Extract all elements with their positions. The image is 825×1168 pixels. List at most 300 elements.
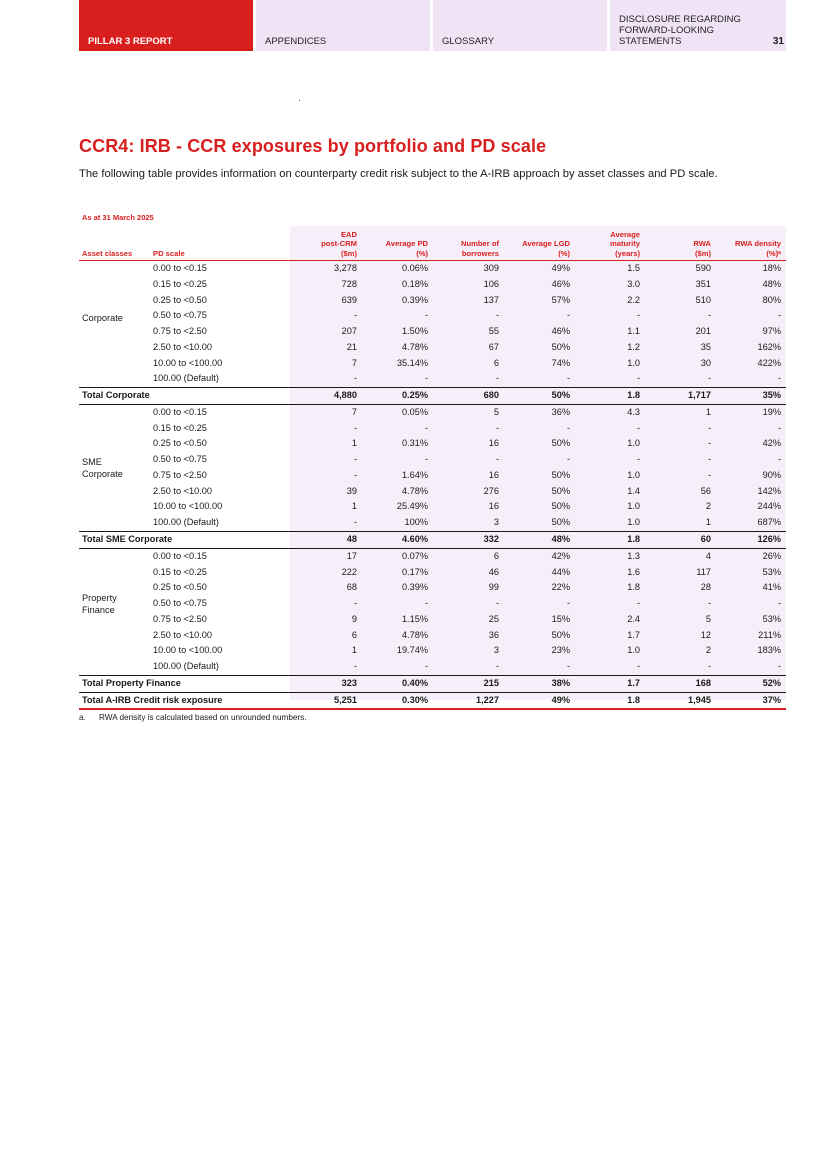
footnote bbox=[79, 713, 307, 722]
apd-cell: 4.78% bbox=[401, 341, 428, 352]
pd-scale-cell: 0.75 to <2.50 bbox=[153, 469, 207, 480]
dens-cell: 422% bbox=[757, 357, 781, 368]
pd-scale-cell: 0.00 to <0.15 bbox=[153, 406, 207, 417]
apd-cell: 0.39% bbox=[401, 294, 428, 305]
pd-scale-cell: 0.15 to <0.25 bbox=[153, 422, 207, 433]
table-header bbox=[79, 226, 786, 261]
rwa-cell: 590 bbox=[695, 263, 711, 273]
asset-class-group bbox=[79, 549, 786, 675]
table-row bbox=[79, 421, 786, 437]
apd-grand-total-cell: 0.30% bbox=[401, 694, 428, 705]
nb-cell: 309 bbox=[483, 263, 499, 273]
dens-cell: 42% bbox=[762, 438, 781, 449]
pd-scale-cell: 0.25 to <0.50 bbox=[153, 438, 207, 449]
mat-cell: 1.0 bbox=[627, 469, 640, 480]
nb-total-cell: 215 bbox=[483, 677, 499, 688]
mat-cell: 1.3 bbox=[627, 550, 640, 561]
ead-cell: 7 bbox=[351, 406, 357, 417]
mat-cell: 1.4 bbox=[627, 485, 640, 496]
column-header-average-maturity bbox=[571, 230, 640, 258]
nb-cell: - bbox=[495, 598, 499, 609]
apd-cell: 100% bbox=[404, 517, 428, 528]
table-row bbox=[79, 565, 786, 581]
ead-cell: 21 bbox=[346, 341, 357, 352]
ead-cell: - bbox=[353, 517, 357, 528]
header-line: post-CRM bbox=[321, 239, 357, 249]
rwa-cell: 510 bbox=[695, 294, 711, 305]
header-line: (%) bbox=[558, 248, 570, 258]
mat-cell: - bbox=[636, 373, 640, 384]
rwa-total-cell: 168 bbox=[695, 677, 711, 688]
mat-cell: 4.3 bbox=[627, 406, 640, 417]
total-row bbox=[79, 675, 786, 693]
total-label: Total Property Finance bbox=[82, 677, 181, 688]
mat-cell: 1.0 bbox=[627, 501, 640, 512]
dens-total-cell: 52% bbox=[762, 677, 781, 688]
mat-cell: 1.6 bbox=[627, 566, 640, 577]
apd-cell: 0.06% bbox=[401, 263, 428, 273]
rwa-cell: 30 bbox=[700, 357, 711, 368]
header-line: EAD bbox=[340, 230, 357, 240]
dens-cell: 26% bbox=[762, 550, 781, 561]
apd-cell: 25.49% bbox=[396, 501, 428, 512]
table-row bbox=[79, 371, 786, 387]
ead-cell: - bbox=[353, 422, 357, 433]
ead-cell: - bbox=[353, 598, 357, 609]
rwa-cell: 2 bbox=[705, 501, 711, 512]
mat-cell: 1.0 bbox=[627, 438, 640, 449]
apd-cell: 0.17% bbox=[401, 566, 428, 577]
nb-cell: - bbox=[495, 422, 499, 433]
rwa-cell: - bbox=[707, 598, 711, 609]
rwa-cell: - bbox=[707, 422, 711, 433]
column-header-average-lgd bbox=[500, 239, 570, 258]
dens-cell: 19% bbox=[762, 406, 781, 417]
table-row bbox=[79, 405, 786, 421]
nav-tab-disclosure[interactable] bbox=[610, 0, 786, 51]
mat-cell: - bbox=[636, 454, 640, 465]
rwa-cell: 1 bbox=[705, 517, 711, 528]
dens-cell: - bbox=[777, 373, 781, 384]
rwa-cell: 4 bbox=[705, 550, 711, 561]
mat-cell: 2.4 bbox=[627, 613, 640, 624]
table-row bbox=[79, 452, 786, 468]
rwa-total-cell: 1,717 bbox=[688, 390, 711, 401]
lgd-cell: - bbox=[566, 310, 570, 321]
nb-cell: 6 bbox=[493, 357, 499, 368]
mat-cell: 1.2 bbox=[627, 341, 640, 352]
pd-scale-cell: 0.75 to <2.50 bbox=[153, 613, 207, 624]
column-header-borrowers bbox=[429, 239, 499, 258]
table-row bbox=[79, 261, 786, 277]
ead-total-cell: 4,880 bbox=[334, 390, 357, 401]
column-header-pd-scale: PD scale bbox=[153, 248, 185, 258]
table-row bbox=[79, 628, 786, 644]
dens-cell: 90% bbox=[762, 469, 781, 480]
apd-cell: - bbox=[424, 310, 428, 321]
apd-total-cell: 4.60% bbox=[401, 534, 428, 545]
lgd-cell: 57% bbox=[551, 294, 570, 305]
apd-cell: 0.07% bbox=[401, 550, 428, 561]
lgd-cell: 46% bbox=[551, 326, 570, 337]
header-line: RWA bbox=[693, 239, 711, 249]
lgd-cell: 74% bbox=[551, 357, 570, 368]
total-label: Total SME Corporate bbox=[82, 534, 173, 545]
table-row bbox=[79, 277, 786, 293]
ead-cell: - bbox=[353, 310, 357, 321]
dens-cell: - bbox=[777, 661, 781, 672]
pd-scale-cell: 10.00 to <100.00 bbox=[153, 501, 223, 512]
mat-cell: 1.0 bbox=[627, 517, 640, 528]
mat-total-cell: 1.8 bbox=[627, 534, 640, 545]
ead-cell: - bbox=[353, 469, 357, 480]
pd-scale-cell: 100.00 (Default) bbox=[153, 517, 219, 528]
ccr4-table bbox=[79, 226, 786, 710]
lgd-cell: 36% bbox=[551, 406, 570, 417]
table-row bbox=[79, 356, 786, 372]
ead-cell: - bbox=[353, 454, 357, 465]
rwa-cell: - bbox=[707, 310, 711, 321]
total-row bbox=[79, 531, 786, 549]
dens-total-cell: 126% bbox=[757, 534, 781, 545]
rwa-cell: - bbox=[707, 454, 711, 465]
rwa-grand-total-cell: 1,945 bbox=[688, 694, 711, 705]
pd-scale-cell: 0.50 to <0.75 bbox=[153, 454, 207, 465]
dens-total-cell: 35% bbox=[762, 390, 781, 401]
asset-class-label: SME Corporate bbox=[82, 456, 123, 479]
ead-cell: 639 bbox=[341, 294, 357, 305]
rwa-cell: 28 bbox=[700, 582, 711, 593]
table-row bbox=[79, 515, 786, 531]
nb-cell: 5 bbox=[493, 406, 499, 417]
apd-cell: 19.74% bbox=[396, 645, 428, 656]
apd-cell: 0.18% bbox=[401, 278, 428, 289]
table-row bbox=[79, 324, 786, 340]
ead-cell: 728 bbox=[341, 278, 357, 289]
page-number: 31 bbox=[772, 36, 784, 47]
total-label: Total Corporate bbox=[82, 390, 150, 401]
pd-scale-cell: 0.25 to <0.50 bbox=[153, 582, 207, 593]
dens-cell: 41% bbox=[762, 582, 781, 593]
rwa-cell: 35 bbox=[700, 341, 711, 352]
pd-scale-cell: 0.75 to <2.50 bbox=[153, 326, 207, 337]
ead-cell: 1 bbox=[351, 501, 357, 512]
nav-tab-appendices[interactable] bbox=[256, 0, 430, 51]
table-row bbox=[79, 436, 786, 452]
nav-tab-glossary[interactable] bbox=[433, 0, 607, 51]
apd-cell: 0.39% bbox=[401, 582, 428, 593]
pd-scale-cell: 10.00 to <100.00 bbox=[153, 357, 223, 368]
apd-total-cell: 0.25% bbox=[401, 390, 428, 401]
table-row bbox=[79, 484, 786, 500]
table-row bbox=[79, 340, 786, 356]
column-header-average-pd bbox=[358, 239, 428, 258]
page-title: CCR4: IRB - CCR exposures by portfolio and PD scale bbox=[79, 136, 547, 156]
table-row bbox=[79, 612, 786, 628]
table-row bbox=[79, 659, 786, 675]
nb-cell: 67 bbox=[488, 341, 499, 352]
ead-total-cell: 48 bbox=[346, 534, 357, 545]
mat-total-cell: 1.7 bbox=[627, 677, 640, 688]
rwa-cell: 12 bbox=[700, 629, 711, 640]
nb-cell: - bbox=[495, 310, 499, 321]
table-row bbox=[79, 293, 786, 309]
apd-total-cell: 0.40% bbox=[401, 677, 428, 688]
pd-scale-cell: 2.50 to <10.00 bbox=[153, 629, 213, 640]
nav-tab-label: PILLAR 3 REPORT bbox=[88, 36, 173, 47]
mat-cell: 1.1 bbox=[627, 326, 640, 337]
dens-cell: 142% bbox=[757, 485, 781, 496]
rwa-cell: 351 bbox=[695, 278, 711, 289]
dens-cell: 18% bbox=[762, 263, 781, 273]
column-header-asset-classes: Asset classes bbox=[82, 248, 133, 258]
dens-cell: 53% bbox=[762, 566, 781, 577]
dens-cell: 687% bbox=[757, 517, 781, 528]
lgd-cell: 50% bbox=[551, 341, 570, 352]
rwa-cell: 2 bbox=[705, 645, 711, 656]
nav-tab-pillar3-report[interactable] bbox=[79, 0, 253, 51]
header-line: maturity bbox=[610, 239, 640, 249]
rwa-cell: - bbox=[707, 469, 711, 480]
nb-cell: 55 bbox=[488, 326, 499, 337]
rwa-cell: 1 bbox=[705, 406, 711, 417]
nb-total-cell: 680 bbox=[483, 390, 499, 401]
lgd-cell: - bbox=[566, 373, 570, 384]
header-line: ($m) bbox=[694, 248, 711, 258]
nb-cell: 3 bbox=[493, 517, 499, 528]
rwa-cell: 117 bbox=[696, 566, 711, 577]
mat-cell: 2.2 bbox=[627, 294, 640, 305]
lgd-cell: 23% bbox=[551, 645, 570, 656]
lgd-cell: - bbox=[566, 661, 570, 672]
rwa-cell: - bbox=[707, 438, 711, 449]
pd-scale-cell: 0.15 to <0.25 bbox=[153, 278, 207, 289]
pd-scale-cell: 0.50 to <0.75 bbox=[153, 310, 207, 321]
asset-class-group bbox=[79, 261, 786, 387]
nb-cell: 16 bbox=[488, 469, 499, 480]
header-line: Number of bbox=[461, 239, 499, 249]
mat-cell: - bbox=[636, 598, 640, 609]
nb-cell: 6 bbox=[493, 550, 499, 561]
mat-cell: 1.0 bbox=[627, 645, 640, 656]
lgd-cell: 50% bbox=[551, 469, 570, 480]
table-row bbox=[79, 308, 786, 324]
pd-scale-cell: 2.50 to <10.00 bbox=[153, 341, 213, 352]
nb-cell: 137 bbox=[483, 294, 499, 305]
table-row bbox=[79, 499, 786, 515]
header-line: Average LGD bbox=[522, 239, 570, 249]
nb-cell: 46 bbox=[488, 566, 499, 577]
apd-cell: 0.31% bbox=[401, 438, 428, 449]
ead-cell: 3,278 bbox=[334, 263, 357, 273]
nb-cell: 16 bbox=[488, 501, 499, 512]
apd-cell: 35.14% bbox=[396, 357, 428, 368]
table-row bbox=[79, 549, 786, 565]
lgd-cell: 49% bbox=[551, 263, 570, 273]
mat-cell: - bbox=[636, 310, 640, 321]
ead-cell: 222 bbox=[341, 566, 357, 577]
top-navigation bbox=[79, 0, 786, 51]
nb-cell: 276 bbox=[483, 485, 499, 496]
nb-cell: 16 bbox=[488, 438, 499, 449]
lgd-cell: 50% bbox=[551, 629, 570, 640]
dens-cell: 53% bbox=[762, 613, 781, 624]
rwa-cell: 56 bbox=[700, 485, 711, 496]
asset-class-group bbox=[79, 405, 786, 531]
ead-cell: 1 bbox=[351, 438, 357, 449]
lgd-cell: 15% bbox=[551, 613, 570, 624]
dens-cell: 244% bbox=[757, 501, 781, 512]
lgd-cell: 22% bbox=[551, 582, 570, 593]
pd-scale-cell: 10.00 to <100.00 bbox=[153, 645, 223, 656]
stray-dot bbox=[299, 100, 300, 101]
nb-grand-total-cell: 1,227 bbox=[476, 694, 499, 705]
pd-scale-cell: 0.25 to <0.50 bbox=[153, 294, 207, 305]
lgd-total-cell: 48% bbox=[551, 534, 570, 545]
nb-cell: 3 bbox=[493, 645, 499, 656]
apd-cell: 4.78% bbox=[401, 485, 428, 496]
dens-cell: - bbox=[777, 598, 781, 609]
apd-cell: - bbox=[424, 661, 428, 672]
apd-cell: 1.64% bbox=[401, 469, 428, 480]
mat-cell: 1.8 bbox=[627, 582, 640, 593]
header-line: (%) bbox=[416, 248, 428, 258]
apd-cell: - bbox=[424, 422, 428, 433]
lgd-cell: 46% bbox=[551, 278, 570, 289]
ead-cell: 1 bbox=[351, 645, 357, 656]
mat-grand-total-cell: 1.8 bbox=[627, 694, 640, 705]
nb-cell: - bbox=[495, 661, 499, 672]
table-row bbox=[79, 643, 786, 659]
asset-class-label: Property Finance bbox=[82, 592, 117, 615]
pd-scale-cell: 100.00 (Default) bbox=[153, 661, 219, 672]
column-header-rwa bbox=[641, 239, 711, 258]
ead-cell: - bbox=[353, 661, 357, 672]
lgd-total-cell: 50% bbox=[551, 390, 570, 401]
dens-cell: 97% bbox=[762, 326, 781, 337]
mat-cell: - bbox=[636, 422, 640, 433]
dens-grand-total-cell: 37% bbox=[762, 694, 781, 705]
total-row bbox=[79, 387, 786, 405]
nb-total-cell: 332 bbox=[483, 534, 499, 545]
apd-cell: 1.50% bbox=[401, 326, 428, 337]
dens-cell: - bbox=[777, 422, 781, 433]
header-line: (years) bbox=[615, 248, 640, 258]
ead-total-cell: 323 bbox=[341, 677, 357, 688]
rwa-cell: - bbox=[707, 661, 711, 672]
mat-cell: 1.7 bbox=[627, 629, 640, 640]
dens-cell: 80% bbox=[762, 294, 781, 305]
nb-cell: 106 bbox=[483, 278, 499, 289]
mat-total-cell: 1.8 bbox=[627, 390, 640, 401]
lgd-grand-total-cell: 49% bbox=[551, 694, 570, 705]
nb-cell: 36 bbox=[488, 629, 499, 640]
header-line: Average PD bbox=[385, 239, 428, 249]
footnote-marker: a. bbox=[79, 713, 86, 722]
apd-cell: - bbox=[424, 454, 428, 465]
column-header-rwa-density bbox=[712, 239, 781, 258]
table-body bbox=[79, 261, 786, 710]
pd-scale-cell: 0.15 to <0.25 bbox=[153, 566, 207, 577]
dens-cell: 183% bbox=[757, 645, 781, 656]
ead-cell: 17 bbox=[346, 550, 357, 561]
header-line: ($m) bbox=[340, 248, 357, 258]
grand-total-label: Total A-IRB Credit risk exposure bbox=[82, 694, 223, 705]
rwa-total-cell: 60 bbox=[700, 534, 711, 545]
nav-tab-label: APPENDICES bbox=[265, 36, 327, 47]
table-row bbox=[79, 580, 786, 596]
dens-cell: - bbox=[777, 454, 781, 465]
apd-cell: 0.05% bbox=[401, 406, 428, 417]
ead-cell: 7 bbox=[351, 357, 357, 368]
lgd-cell: - bbox=[566, 598, 570, 609]
mat-cell: - bbox=[636, 661, 640, 672]
header-line: borrowers bbox=[461, 248, 499, 258]
lgd-cell: - bbox=[566, 422, 570, 433]
table-row bbox=[79, 468, 786, 484]
ead-cell: 9 bbox=[351, 613, 357, 624]
lgd-cell: 42% bbox=[551, 550, 570, 561]
lgd-cell: 50% bbox=[551, 517, 570, 528]
rwa-cell: 5 bbox=[705, 613, 711, 624]
as-at-date: As at 31 March 2025 bbox=[82, 213, 154, 222]
dens-cell: 162% bbox=[757, 341, 781, 352]
ead-cell: - bbox=[353, 373, 357, 384]
header-line: Average bbox=[610, 230, 640, 240]
lgd-cell: 50% bbox=[551, 501, 570, 512]
lgd-total-cell: 38% bbox=[551, 677, 570, 688]
apd-cell: - bbox=[424, 598, 428, 609]
ead-grand-total-cell: 5,251 bbox=[334, 694, 357, 705]
header-line: RWA density bbox=[735, 239, 781, 249]
dens-cell: - bbox=[777, 310, 781, 321]
rwa-cell: - bbox=[707, 373, 711, 384]
pd-scale-cell: 100.00 (Default) bbox=[153, 373, 219, 384]
lgd-cell: 50% bbox=[551, 485, 570, 496]
dens-cell: 48% bbox=[762, 278, 781, 289]
ead-cell: 68 bbox=[346, 582, 357, 593]
grand-total-row bbox=[79, 693, 786, 711]
rwa-cell: 201 bbox=[695, 326, 711, 337]
asset-class-label: Corporate bbox=[82, 313, 123, 323]
dens-cell: 211% bbox=[758, 629, 781, 640]
pd-scale-cell: 2.50 to <10.00 bbox=[153, 485, 213, 496]
pd-scale-cell: 0.00 to <0.15 bbox=[153, 550, 207, 561]
table-row bbox=[79, 596, 786, 612]
footnote-text: RWA density is calculated based on unrounded numbers. bbox=[99, 713, 307, 722]
nav-tab-label: GLOSSARY bbox=[442, 36, 495, 47]
lgd-cell: - bbox=[566, 454, 570, 465]
nb-cell: 99 bbox=[488, 582, 499, 593]
apd-cell: 1.15% bbox=[401, 613, 428, 624]
nav-tab-label: DISCLOSURE REGARDING FORWARD-LOOKING STATEMENTS bbox=[619, 14, 741, 47]
pd-scale-cell: 0.00 to <0.15 bbox=[153, 263, 207, 273]
nb-cell: - bbox=[495, 373, 499, 384]
nb-cell: - bbox=[495, 454, 499, 465]
pd-scale-cell: 0.50 to <0.75 bbox=[153, 598, 207, 609]
ead-cell: 6 bbox=[351, 629, 357, 640]
intro-paragraph: The following table provides information on counterparty credit risk subject to the A-IRB approach by asset classes and PD scale. bbox=[79, 168, 718, 180]
ead-cell: 207 bbox=[341, 326, 357, 337]
nb-cell: 25 bbox=[488, 613, 499, 624]
apd-cell: - bbox=[424, 373, 428, 384]
lgd-cell: 50% bbox=[551, 438, 570, 449]
ead-cell: 39 bbox=[346, 485, 357, 496]
apd-cell: 4.78% bbox=[401, 629, 428, 640]
column-header-ead bbox=[291, 230, 357, 258]
header-line: (%)ᵃ bbox=[766, 248, 781, 258]
lgd-cell: 44% bbox=[551, 566, 570, 577]
